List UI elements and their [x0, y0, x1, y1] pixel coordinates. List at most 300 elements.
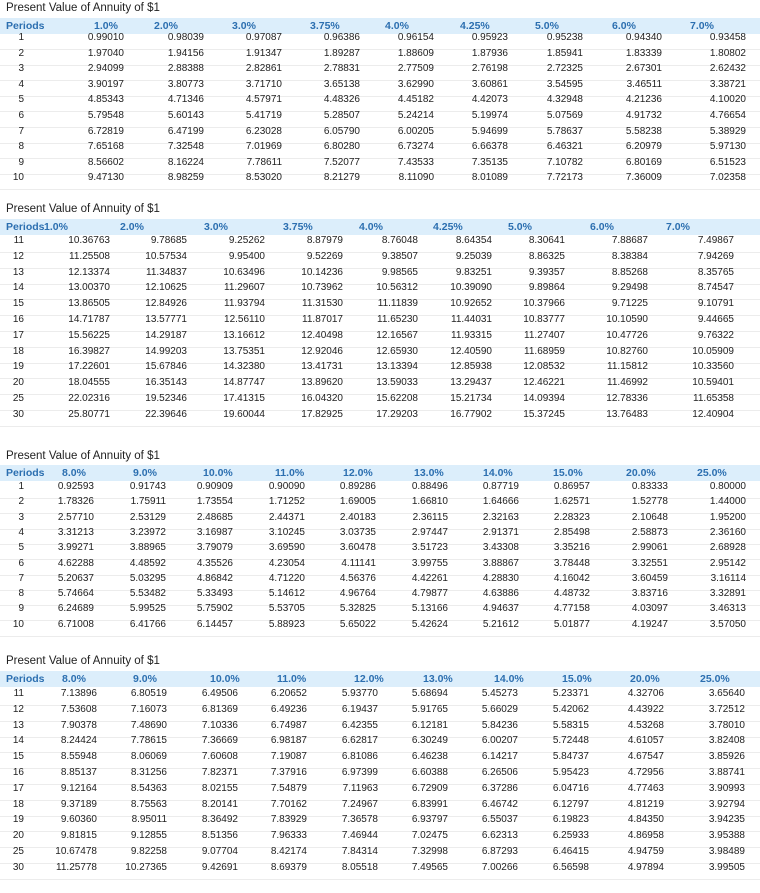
value-cell: 15.67846 [145, 361, 187, 373]
value-cell: 7.36669 [201, 735, 238, 747]
period-cell: 4 [18, 526, 24, 538]
value-cell: 3.54595 [546, 78, 583, 90]
table-title: Present Value of Annuity of $1 [6, 655, 160, 667]
rate-header: 14.0% [483, 467, 513, 479]
rate-header: 7.0% [666, 221, 690, 233]
value-cell: 5.14612 [268, 588, 305, 600]
value-cell: 3.43308 [482, 542, 519, 554]
rate-header: 9.0% [133, 673, 157, 685]
value-cell: 4.94759 [627, 846, 664, 857]
value-cell: 4.96764 [339, 588, 376, 600]
value-cell: 1.89287 [323, 47, 360, 59]
value-cell: 0.96386 [323, 32, 360, 43]
rate-header: 15.0% [553, 467, 583, 479]
value-cell: 13.75351 [223, 345, 265, 357]
row-divider [0, 189, 760, 190]
value-cell: 1.95200 [709, 511, 746, 523]
value-cell: 8.11090 [398, 172, 434, 184]
value-cell: 3.32551 [631, 557, 668, 569]
value-cell: 1.87936 [471, 47, 508, 59]
value-cell: 12.84926 [145, 298, 187, 310]
value-cell: 7.72173 [546, 172, 583, 184]
rate-header-row [0, 671, 760, 687]
value-cell: 4.77158 [553, 603, 590, 615]
value-cell: 6.25933 [552, 830, 589, 842]
rate-header: 5.0% [535, 20, 559, 32]
value-cell: 3.65640 [708, 688, 745, 699]
value-cell: 6.49506 [201, 688, 238, 699]
value-cell: 6.72909 [411, 782, 448, 794]
value-cell: 0.96154 [397, 32, 434, 43]
value-cell: 6.23028 [245, 125, 282, 137]
value-cell: 2.32163 [482, 511, 519, 523]
value-cell: 5.41719 [245, 110, 282, 121]
value-cell: 13.29437 [450, 377, 492, 389]
value-cell: 4.76654 [709, 110, 746, 121]
period-cell: 6 [18, 110, 24, 121]
value-cell: 6.42355 [341, 719, 378, 731]
value-cell: 12.16567 [376, 329, 418, 341]
value-cell: 0.86957 [553, 481, 590, 492]
period-cell: 6 [18, 557, 24, 569]
value-cell: 6.81369 [201, 703, 238, 715]
value-cell: 6.47199 [167, 125, 204, 137]
value-cell: 10.83777 [523, 314, 565, 325]
value-cell: 5.21612 [482, 618, 519, 630]
value-cell: 7.13896 [60, 688, 97, 699]
value-cell: 5.99525 [129, 603, 166, 615]
value-cell: 5.58238 [625, 125, 662, 137]
value-cell: 7.49867 [697, 235, 734, 246]
value-cell: 5.20637 [57, 572, 94, 584]
table-title: Present Value of Annuity of $1 [6, 2, 160, 14]
value-cell: 0.94340 [625, 32, 662, 43]
value-cell: 9.38507 [381, 250, 418, 262]
value-cell: 16.35143 [145, 377, 187, 389]
value-cell: 7.24967 [341, 798, 378, 810]
value-cell: 12.10625 [145, 282, 187, 294]
value-cell: 8.24424 [60, 735, 97, 747]
value-cell: 3.65138 [323, 78, 360, 90]
row-divider [0, 426, 760, 427]
rate-header: 6.0% [590, 221, 614, 233]
rate-header: 3.0% [204, 221, 228, 233]
value-cell: 9.39357 [528, 266, 565, 278]
value-cell: 6.41766 [129, 618, 166, 630]
value-cell: 7.48690 [130, 719, 167, 731]
period-cell: 4 [18, 78, 24, 90]
value-cell: 16.04320 [301, 393, 343, 404]
value-cell: 6.24689 [57, 603, 94, 615]
period-cell: 17 [12, 329, 24, 341]
period-cell: 14 [12, 282, 24, 294]
rate-header: 5.0% [508, 221, 532, 233]
value-cell: 12.85938 [450, 361, 492, 373]
value-cell: 2.95142 [709, 557, 746, 569]
period-cell: 16 [12, 314, 24, 325]
value-cell: 4.79877 [411, 588, 448, 600]
rate-header: 20.0% [626, 467, 656, 479]
period-cell: 5 [18, 542, 24, 554]
value-cell: 0.83333 [631, 481, 668, 492]
value-cell: 17.29203 [376, 408, 418, 420]
rate-header: 1.0% [94, 20, 118, 32]
value-cell: 3.62990 [397, 78, 434, 90]
rate-header: 10.0% [210, 673, 240, 685]
value-cell: 11.25778 [56, 861, 97, 873]
value-cell: 11.68959 [524, 345, 565, 357]
value-cell: 4.10020 [709, 94, 746, 106]
rate-header: 12.0% [354, 673, 384, 685]
value-cell: 6.49236 [270, 703, 307, 715]
value-cell: 2.36160 [709, 526, 746, 538]
value-cell: 0.93458 [709, 32, 746, 43]
value-cell: 7.65168 [87, 141, 124, 153]
value-cell: 3.99271 [57, 542, 94, 554]
rate-header: 6.0% [612, 20, 636, 32]
rate-header: 7.0% [690, 20, 714, 32]
value-cell: 3.03735 [339, 526, 376, 538]
value-cell: 11.65230 [377, 314, 418, 325]
value-cell: 8.74547 [697, 282, 734, 294]
value-cell: 0.89286 [339, 481, 376, 492]
value-cell: 1.64666 [482, 496, 519, 508]
period-cell: 25 [12, 846, 24, 857]
value-cell: 4.84350 [627, 814, 664, 826]
value-cell: 2.40183 [339, 511, 376, 523]
value-cell: 8.85137 [60, 767, 97, 778]
period-cell: 3 [18, 63, 24, 75]
value-cell: 7.35135 [471, 156, 508, 168]
period-cell: 2 [18, 496, 24, 508]
value-cell: 2.58873 [631, 526, 668, 538]
value-cell: 3.92794 [708, 798, 745, 810]
value-cell: 1.52778 [631, 496, 668, 508]
value-cell: 4.11141 [341, 557, 376, 569]
period-cell: 15 [12, 751, 24, 763]
value-cell: 2.82861 [245, 63, 282, 75]
value-cell: 5.95423 [552, 767, 589, 778]
value-cell: 2.44371 [268, 511, 305, 523]
value-cell: 6.37286 [481, 782, 518, 794]
value-cell: 10.14236 [301, 266, 343, 278]
value-cell: 6.14217 [481, 751, 518, 763]
value-cell: 8.56602 [87, 156, 124, 168]
rate-header: 3.0% [232, 20, 256, 32]
value-cell: 17.82925 [301, 408, 343, 420]
value-cell: 0.92593 [57, 481, 94, 492]
value-cell: 6.19823 [552, 814, 589, 826]
value-cell: 12.92046 [301, 345, 343, 357]
value-cell: 10.10590 [606, 314, 648, 325]
value-cell: 4.16042 [553, 572, 590, 584]
value-cell: 0.88496 [411, 481, 448, 492]
value-cell: 9.81815 [60, 830, 97, 842]
value-cell: 14.99203 [145, 345, 187, 357]
value-cell: 0.95923 [471, 32, 508, 43]
value-cell: 1.75911 [130, 496, 166, 508]
period-cell: 30 [12, 408, 24, 420]
value-cell: 4.77463 [627, 782, 664, 794]
value-cell: 3.83716 [631, 588, 668, 600]
periods-header: Periods [6, 20, 45, 32]
value-cell: 1.62571 [553, 496, 590, 508]
value-cell: 3.60459 [631, 572, 668, 584]
value-cell: 8.38384 [611, 250, 648, 262]
value-cell: 1.73554 [196, 496, 233, 508]
value-cell: 12.13374 [68, 266, 110, 278]
value-cell: 8.42174 [270, 846, 307, 857]
value-cell: 11.34837 [146, 266, 187, 278]
value-cell: 10.47726 [606, 329, 648, 341]
value-cell: 2.67301 [625, 63, 662, 75]
value-cell: 10.36763 [68, 235, 110, 246]
period-cell: 1 [18, 32, 24, 43]
value-cell: 6.80519 [130, 688, 167, 699]
value-cell: 2.88388 [167, 63, 204, 75]
value-cell: 3.35216 [553, 542, 590, 554]
value-cell: 5.68694 [411, 688, 448, 699]
value-cell: 13.00370 [68, 282, 110, 294]
period-cell: 9 [18, 603, 24, 615]
period-cell: 2 [18, 47, 24, 59]
value-cell: 2.57710 [57, 511, 94, 523]
value-cell: 5.75902 [196, 603, 233, 615]
value-cell: 6.56598 [552, 861, 589, 873]
value-cell: 8.98259 [167, 172, 204, 184]
value-cell: 9.25262 [228, 235, 265, 246]
value-cell: 9.89864 [528, 282, 565, 294]
period-cell: 18 [12, 345, 24, 357]
rate-header: 15.0% [562, 673, 592, 685]
value-cell: 4.91732 [625, 110, 662, 121]
value-cell: 9.76322 [697, 329, 734, 341]
value-cell: 9.83251 [455, 266, 492, 278]
value-cell: 3.60478 [339, 542, 376, 554]
value-cell: 7.36578 [341, 814, 378, 826]
value-cell: 7.02358 [709, 172, 746, 184]
value-cell: 8.02155 [201, 782, 238, 794]
period-cell: 9 [18, 156, 24, 168]
rate-header-row [0, 219, 760, 235]
value-cell: 2.99061 [631, 542, 668, 554]
rate-header: 8.0% [62, 673, 86, 685]
value-cell: 13.13394 [376, 361, 418, 373]
value-cell: 7.94269 [697, 250, 734, 262]
value-cell: 7.88687 [611, 235, 648, 246]
value-cell: 2.97447 [411, 526, 448, 538]
value-cell: 8.85268 [611, 266, 648, 278]
value-cell: 7.78611 [246, 156, 282, 168]
value-cell: 8.05518 [341, 861, 378, 873]
value-cell: 11.25508 [69, 250, 110, 262]
rate-header: 11.0% [277, 673, 307, 685]
value-cell: 9.44665 [697, 314, 734, 325]
value-cell: 4.86958 [627, 830, 664, 842]
rate-header: 25.0% [700, 673, 730, 685]
value-cell: 8.36492 [201, 814, 238, 826]
value-cell: 10.05909 [692, 345, 734, 357]
value-cell: 7.70162 [270, 798, 307, 810]
value-cell: 3.88965 [129, 542, 166, 554]
value-cell: 11.27407 [524, 329, 565, 341]
value-cell: 3.82408 [708, 735, 745, 747]
value-cell: 6.46238 [411, 751, 448, 763]
value-cell: 3.90993 [708, 782, 745, 794]
value-cell: 1.91347 [245, 47, 282, 59]
value-cell: 9.82258 [130, 846, 167, 857]
value-cell: 10.37966 [523, 298, 565, 310]
value-cell: 9.12855 [130, 830, 167, 842]
period-cell: 16 [12, 767, 24, 778]
period-cell: 30 [12, 861, 24, 873]
value-cell: 4.48326 [323, 94, 360, 106]
value-cell: 10.57534 [145, 250, 187, 262]
value-cell: 9.52269 [306, 250, 343, 262]
value-cell: 7.32998 [411, 846, 448, 857]
value-cell: 1.66810 [411, 496, 448, 508]
value-cell: 3.90197 [87, 78, 124, 90]
period-cell: 19 [12, 361, 24, 373]
value-cell: 5.38929 [709, 125, 746, 137]
value-cell: 7.83929 [270, 814, 307, 826]
value-cell: 5.01877 [553, 618, 590, 630]
value-cell: 4.81219 [627, 798, 664, 810]
period-cell: 14 [12, 735, 24, 747]
value-cell: 5.84236 [481, 719, 518, 731]
period-cell: 11 [13, 235, 24, 246]
value-cell: 3.78010 [708, 719, 745, 731]
value-cell: 4.71346 [167, 94, 204, 106]
value-cell: 0.90090 [268, 481, 305, 492]
value-cell: 2.91371 [482, 526, 519, 538]
value-cell: 3.46313 [709, 603, 746, 615]
period-cell: 15 [12, 298, 24, 310]
value-cell: 9.29498 [611, 282, 648, 294]
value-cell: 2.72325 [546, 63, 583, 75]
value-cell: 15.21734 [450, 393, 492, 404]
value-cell: 0.87719 [482, 481, 519, 492]
value-cell: 5.19974 [471, 110, 508, 121]
value-cell: 25.80771 [68, 408, 110, 420]
value-cell: 6.55037 [481, 814, 518, 826]
value-cell: 16.39827 [68, 345, 110, 357]
value-cell: 6.30249 [411, 735, 448, 747]
value-cell: 5.65022 [339, 618, 376, 630]
value-cell: 6.60388 [411, 767, 448, 778]
value-cell: 1.44000 [709, 496, 746, 508]
value-cell: 6.14457 [196, 618, 233, 630]
value-cell: 11.31530 [302, 298, 343, 310]
period-cell: 8 [18, 141, 24, 153]
value-cell: 6.26506 [481, 767, 518, 778]
value-cell: 9.25039 [455, 250, 492, 262]
value-cell: 14.29187 [145, 329, 187, 341]
value-cell: 9.10791 [697, 298, 734, 310]
period-cell: 20 [12, 830, 24, 842]
value-cell: 6.73274 [397, 141, 434, 153]
value-cell: 6.74987 [270, 719, 307, 731]
value-cell: 7.46944 [341, 830, 378, 842]
value-cell: 11.44031 [451, 314, 492, 325]
period-cell: 25 [12, 393, 24, 404]
value-cell: 14.09394 [523, 393, 565, 404]
value-cell: 8.69379 [270, 861, 307, 873]
period-cell: 13 [12, 266, 24, 278]
value-cell: 6.62817 [341, 735, 378, 747]
value-cell: 6.62313 [481, 830, 518, 842]
value-cell: 3.94235 [708, 814, 745, 826]
value-cell: 6.05790 [323, 125, 360, 137]
value-cell: 12.78336 [606, 393, 648, 404]
period-cell: 8 [18, 588, 24, 600]
value-cell: 10.67478 [55, 846, 97, 857]
value-cell: 7.10782 [546, 156, 583, 168]
value-cell: 10.39090 [450, 282, 492, 294]
value-cell: 4.32706 [627, 688, 664, 699]
value-cell: 4.19247 [631, 618, 668, 630]
value-cell: 4.42261 [411, 572, 448, 584]
periods-header: Periods [6, 221, 45, 233]
value-cell: 6.81086 [341, 751, 378, 763]
value-cell: 7.43533 [397, 156, 434, 168]
table-title: Present Value of Annuity of $1 [6, 450, 160, 462]
value-cell: 7.11963 [342, 782, 378, 794]
value-cell: 5.32825 [339, 603, 376, 615]
value-cell: 0.91743 [129, 481, 166, 492]
value-cell: 6.12797 [552, 798, 589, 810]
value-cell: 8.95011 [131, 814, 167, 826]
value-cell: 4.63886 [482, 588, 519, 600]
value-cell: 4.42073 [471, 94, 508, 106]
value-cell: 7.02475 [411, 830, 448, 842]
rate-header: 4.0% [385, 20, 409, 32]
value-cell: 8.51356 [201, 830, 238, 842]
value-cell: 2.28323 [553, 511, 590, 523]
value-cell: 3.51723 [411, 542, 448, 554]
value-cell: 1.85941 [546, 47, 583, 59]
value-cell: 12.65930 [376, 345, 418, 357]
value-cell: 7.37916 [270, 767, 307, 778]
value-cell: 5.42062 [552, 703, 589, 715]
value-cell: 6.87293 [481, 846, 518, 857]
value-cell: 3.71710 [245, 78, 282, 90]
value-cell: 19.60044 [223, 408, 265, 420]
value-cell: 5.07569 [546, 110, 583, 121]
value-cell: 1.80802 [709, 47, 746, 59]
value-cell: 2.62432 [709, 63, 746, 75]
value-cell: 2.36115 [412, 511, 448, 523]
period-cell: 12 [12, 250, 24, 262]
value-cell: 6.83991 [411, 798, 448, 810]
value-cell: 5.13166 [411, 603, 448, 615]
value-cell: 11.15812 [607, 361, 648, 373]
value-cell: 3.99505 [708, 861, 745, 873]
value-cell: 4.32948 [546, 94, 583, 106]
row-divider [0, 879, 760, 880]
value-cell: 5.28507 [323, 110, 360, 121]
rate-header: 4.25% [460, 20, 490, 32]
value-cell: 3.16987 [196, 526, 233, 538]
value-cell: 2.10648 [631, 511, 668, 523]
value-cell: 2.68928 [709, 542, 746, 554]
value-cell: 6.46742 [481, 798, 518, 810]
value-cell: 6.46321 [546, 141, 583, 153]
value-cell: 5.72448 [552, 735, 589, 747]
value-cell: 7.84314 [341, 846, 378, 857]
value-cell: 3.85926 [708, 751, 745, 763]
value-cell: 4.48732 [553, 588, 590, 600]
